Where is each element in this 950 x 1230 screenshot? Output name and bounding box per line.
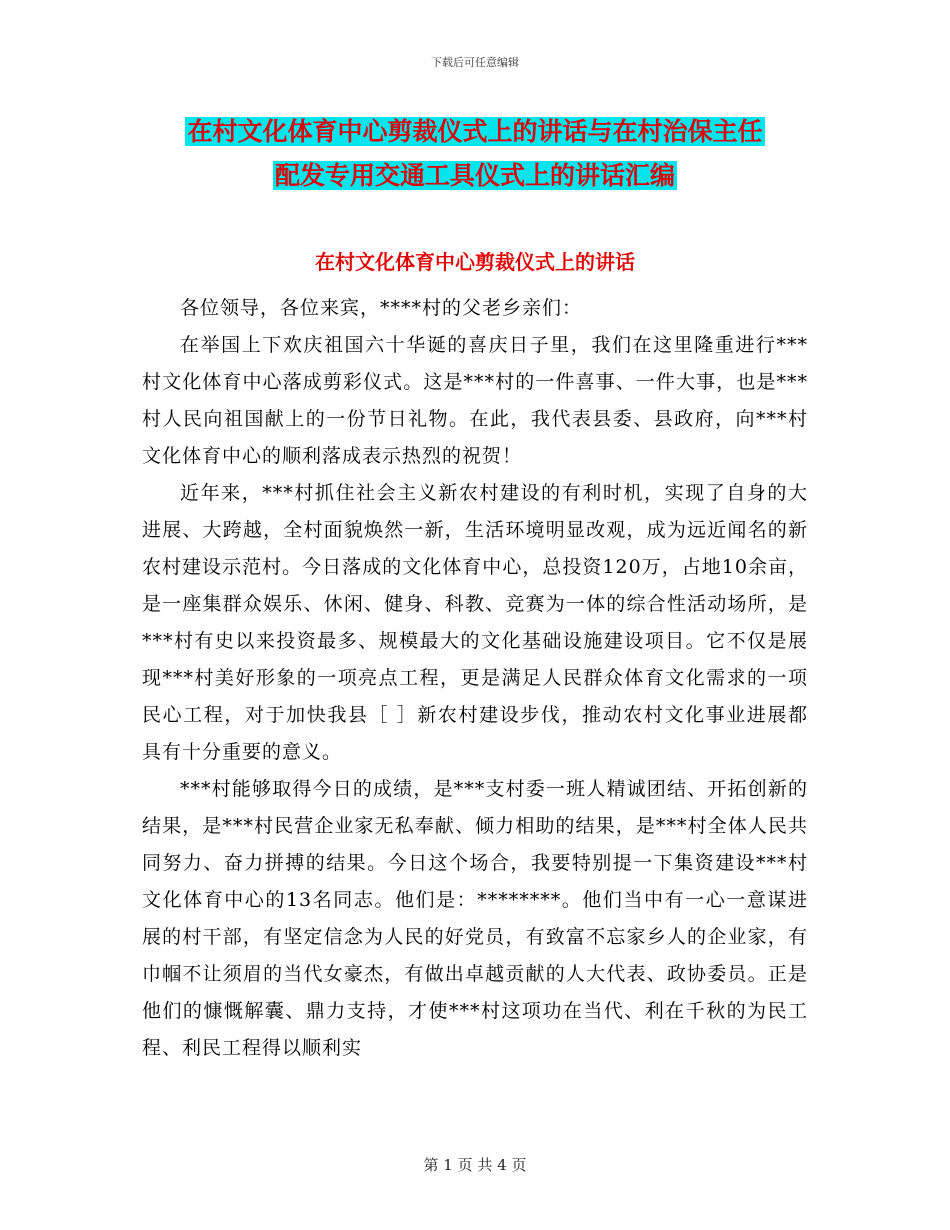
page-number-footer: 第 1 页 共 4 页 [423,1156,527,1174]
document-title-line-2-text: 配发专用交通工具仪式上的讲话汇编 [274,161,675,190]
body-paragraph: 在举国上下欢庆祖国六十华诞的喜庆日子里，我们在这里隆重进行***村文化体育中心落成剪彩仪式。这是***村的一件喜事、一件大事，也是***村人民向祖国献上的一份节日礼物。在此，我代表县委、县政府，向***村文化体育中心的顺利落成表示热烈的祝贺！ [142,334,808,467]
header-note: 下载后可任意编辑 [431,56,519,69]
body-paragraph: ***村能够取得今日的成绩，是***支村委一班人精诚团结、开拓创新的结果，是***村民营企业家无私奉献、倾力相助的结果，是***村全体人民共同努力、奋力拼搏的结果。今日这个场合，我要特别提一下集资建设***村文化体育中心的13名同志。他们是：********。他们当中有一心一意谋进展的村干部，有坚定信念为人民的好党员，有致富不忘家乡人的企业家，有巾帼不让须眉的当代女豪杰，有做出卓越贡献的人大代表、政协委员。正是他们的慷慨解囊、鼎力支持，才使***村这项功在当代、利在千秋的为民工程、利民工程得以顺利实 [142,778,808,1059]
document-title-line-1 [0,112,950,152]
salutation-paragraph: 各位领导，各位来宾，****村的父老乡亲们： [180,297,583,319]
document-title-line-1-text: 在村文化体育中心剪裁仪式上的讲话与在村治保主任 [187,117,763,146]
body-paragraph: 近年来，***村抓住社会主义新农村建设的有利时机，实现了自身的大进展、大跨越，全村面貌焕然一新，生活环境明显改观，成为远近闻名的新农村建设示范村。今日落成的文化体育中心，总投资120万，占地10余亩，是一座集群众娱乐、休闲、健身、科教、竞赛为一体的综合性活动场所，是***村有史以来投资最多、规模最大的文化基础设施建设项目。它不仅是展现***村美好形象的一项亮点工程，更是满足人民群众体育文化需求的一项民心工程，对于加快我县［ ］新农村建设步伐，推动农村文化事业进展都具有十分重要的意义。 [142,482,808,763]
document-title-line-2 [0,156,950,196]
speech-body [142,290,808,1067]
section-heading: 在村文化体育中心剪裁仪式上的讲话 [315,250,635,274]
